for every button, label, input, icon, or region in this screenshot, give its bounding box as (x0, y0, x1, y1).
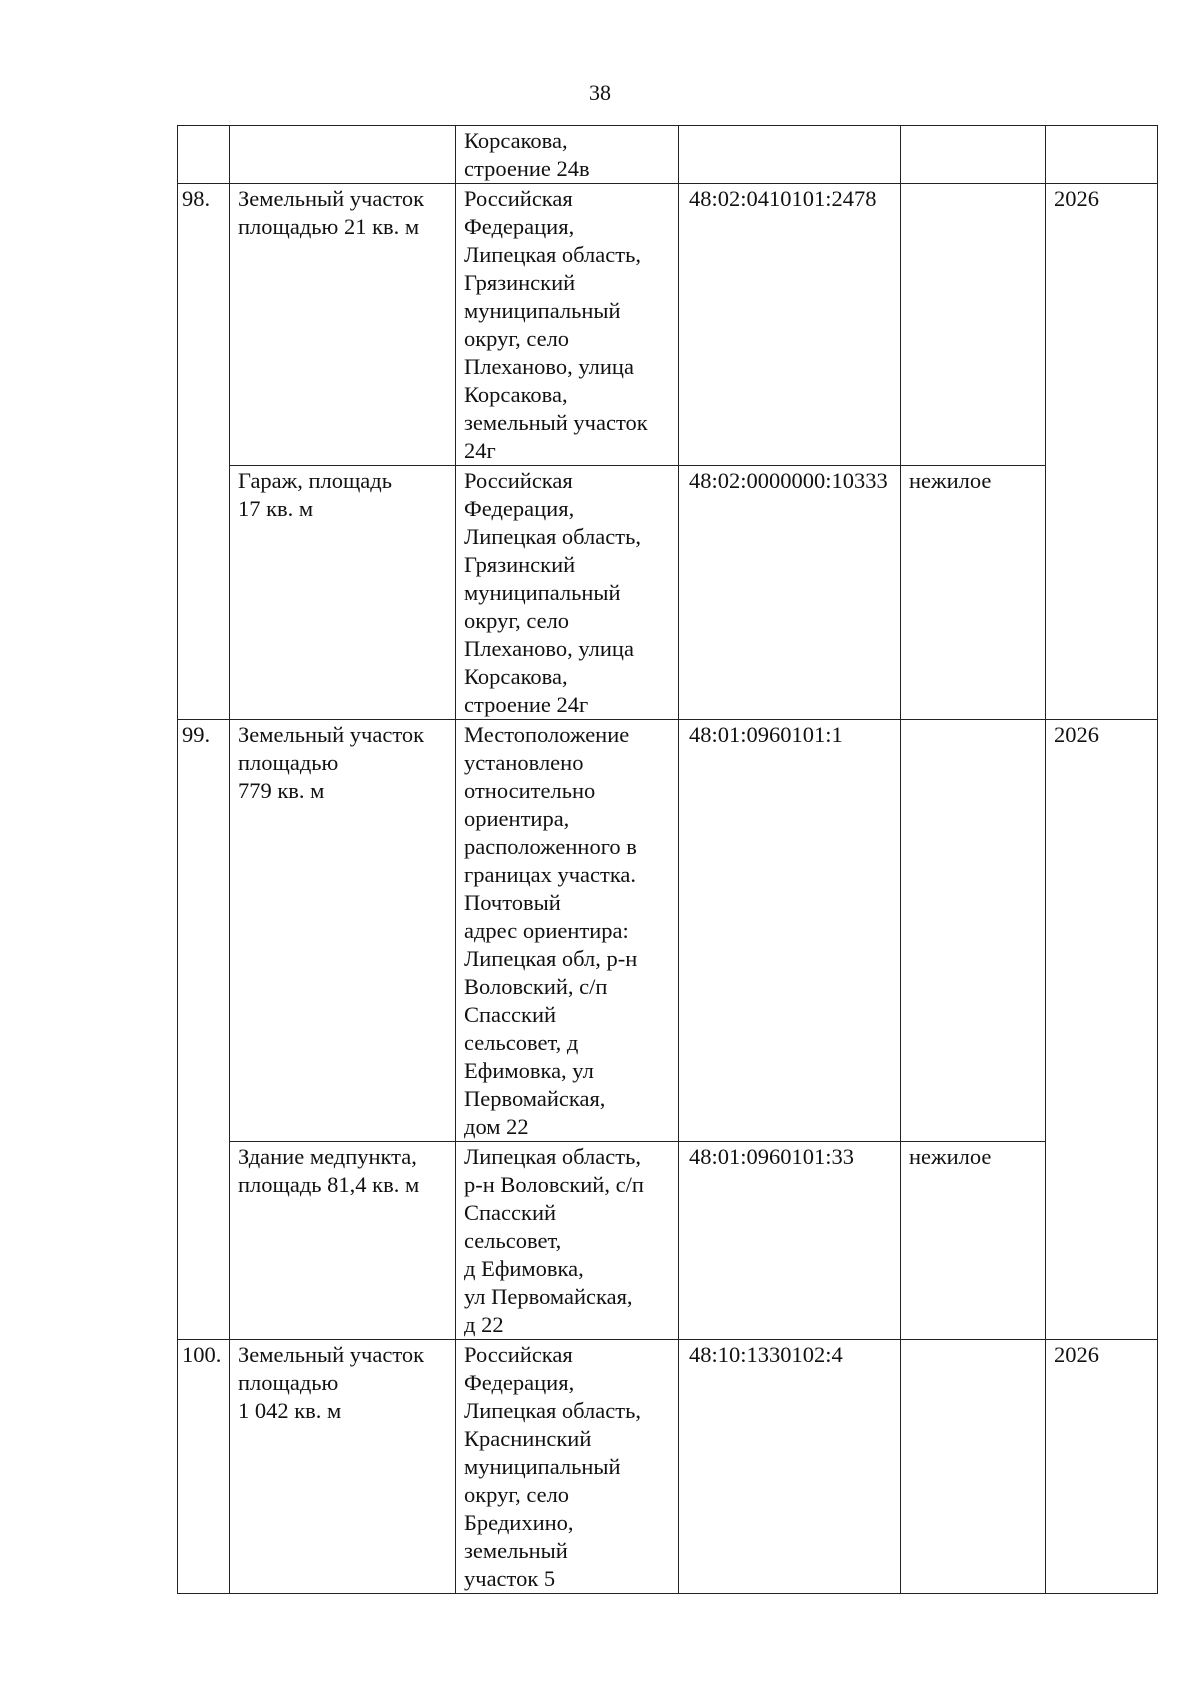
object-name: Земельный участок площадью 1 042 кв. м (230, 1340, 456, 1594)
object-purpose (901, 184, 1046, 466)
object-name: Земельный участок площадью 21 кв. м (230, 184, 456, 466)
object-address: Местоположение установлено относительно ориентира, расположенного в границах участка. Почтовый адрес ориентира: Липецкая обл, р-н Воловский, с/п Спасский сельсовет, д Ефимовка, ул Первомайская, дом 22 (456, 720, 679, 1142)
object-purpose (901, 1340, 1046, 1594)
object-address: Липецкая область, р-н Воловский, с/п Спасский сельсовет, д Ефимовка, ул Первомайская, д 22 (456, 1142, 679, 1340)
object-name: Гараж, площадь 17 кв. м (230, 466, 456, 720)
cadastral-number: 48:10:1330102:4 (679, 1340, 901, 1594)
table-row (178, 466, 1158, 720)
object-purpose: нежилое (901, 466, 1046, 720)
object-name: Земельный участок площадью 779 кв. м (230, 720, 456, 1142)
year: 2026 (1046, 720, 1158, 1340)
cadastral-number: 48:02:0410101:2478 (679, 184, 901, 466)
cadastral-number: 48:01:0960101:33 (679, 1142, 901, 1340)
table-row (178, 126, 1158, 184)
year: 2026 (1046, 1340, 1158, 1594)
object-purpose: нежилое (901, 1142, 1046, 1340)
cadastral-number: 48:01:0960101:1 (679, 720, 901, 1142)
row-number: 99. (178, 720, 230, 1340)
row-number: 98. (178, 184, 230, 720)
table-row (178, 1340, 1158, 1594)
object-address: Российская Федерация, Липецкая область, Грязинский муниципальный округ, село Плеханово, улица Корсакова, строение 24г (456, 466, 679, 720)
cadastral-number: 48:02:0000000:10333 (679, 466, 901, 720)
row-number: 100. (178, 1340, 230, 1594)
page-number: 38 (589, 80, 611, 105)
object-address: Корсакова, строение 24в (456, 126, 679, 184)
object-purpose (901, 720, 1046, 1142)
property-registry-table (177, 125, 1158, 1594)
object-address: Российская Федерация, Липецкая область, Грязинский муниципальный округ, село Плеханово, улица Корсакова, земельный участок 24г (456, 184, 679, 466)
year: 2026 (1046, 184, 1158, 720)
object-name (230, 126, 456, 184)
cadastral-number (679, 126, 901, 184)
table-row (178, 1142, 1158, 1340)
table-row (178, 720, 1158, 1142)
year (1046, 126, 1158, 184)
table-row (178, 184, 1158, 466)
object-purpose (901, 126, 1046, 184)
row-number (178, 126, 230, 184)
object-name: Здание медпункта, площадь 81,4 кв. м (230, 1142, 456, 1340)
object-address: Российская Федерация, Липецкая область, Краснинский муниципальный округ, село Бредихино, земельный участок 5 (456, 1340, 679, 1594)
